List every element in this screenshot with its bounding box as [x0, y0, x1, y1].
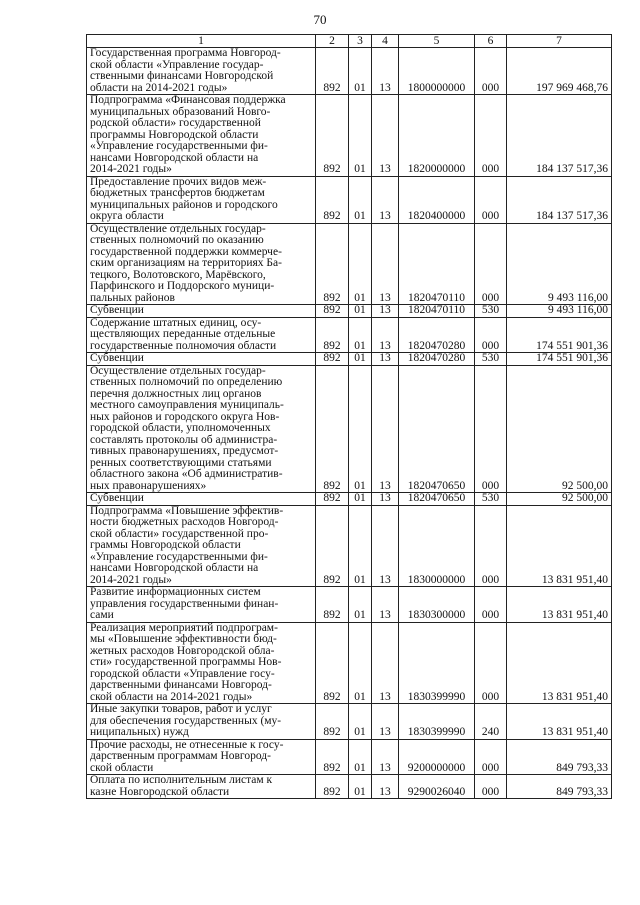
target-article-code: 1800000000: [399, 48, 475, 95]
expense-type-code: 240: [475, 704, 507, 740]
description-line: тецкого, Волотовского, Марёвского,: [90, 268, 266, 281]
description-line: управления государственными финан-: [90, 597, 279, 610]
row-description: [87, 505, 316, 587]
description-line: ской области на 2014-2021 годы»: [90, 690, 253, 703]
description-line: ных районов и городского округа Нов-: [90, 410, 280, 423]
target-article-code: 9200000000: [399, 739, 475, 775]
amount: 92 500,00: [507, 493, 612, 506]
section-code: 01: [349, 505, 372, 587]
header-row: [87, 35, 612, 48]
table-row: [87, 365, 612, 493]
ministry-code: 892: [316, 223, 349, 305]
header-col-5: 5: [399, 35, 475, 48]
description-line: родской области» государственной: [90, 117, 261, 129]
expense-type-code: 000: [475, 317, 507, 353]
ministry-code: 892: [316, 704, 349, 740]
section-code: 01: [349, 223, 372, 305]
row-description: [87, 704, 316, 740]
description-line: ским организациям на территориях Ба-: [90, 257, 282, 269]
ministry-code: 892: [316, 587, 349, 623]
target-article-code: 1820470280: [399, 317, 475, 353]
header-col-6: 6: [475, 35, 507, 48]
table-row: [87, 176, 612, 223]
section-code: 01: [349, 587, 372, 623]
description-line: Подпрограмма «Повышение эффектив-: [90, 504, 284, 517]
subsection-code: 13: [372, 95, 399, 177]
table-row: [87, 353, 612, 366]
subsection-code: 13: [372, 587, 399, 623]
ministry-code: 892: [316, 305, 349, 318]
table-row: [87, 95, 612, 177]
description-line: «Управление государственными фи-: [90, 550, 268, 563]
section-code: 01: [349, 176, 372, 223]
expense-type-code: 000: [475, 587, 507, 623]
table-row: [87, 48, 612, 95]
expense-type-code: 000: [475, 739, 507, 775]
description-line: сами: [90, 609, 114, 621]
description-line: бюджетных трансфертов бюджетам: [90, 187, 265, 199]
description-line: составлять протоколы об администра-: [90, 433, 278, 446]
ministry-code: 892: [316, 739, 349, 775]
amount: 13 831 951,40: [507, 587, 612, 623]
description-line: казне Новгородской области: [90, 785, 230, 798]
description-line: округа области: [90, 210, 164, 222]
table-row: [87, 493, 612, 506]
amount: 13 831 951,40: [507, 622, 612, 704]
amount: 13 831 951,40: [507, 704, 612, 740]
ministry-code: 892: [316, 365, 349, 493]
description-line: ственными финансами Новгородской: [90, 70, 274, 82]
table-row: [87, 704, 612, 740]
section-code: 01: [349, 365, 372, 493]
description-line: муниципальных районов и городского: [90, 198, 278, 211]
expense-type-code: 530: [475, 353, 507, 366]
section-code: 01: [349, 305, 372, 318]
expense-type-code: 000: [475, 365, 507, 493]
description-line: Содержание штатных единиц, осу-: [90, 316, 262, 329]
description-line: Иные закупки товаров, работ и услуг: [90, 703, 272, 715]
description-line: мы «Повышение эффективности бюд-: [90, 633, 277, 645]
description-line: Осуществление отдельных государ-: [90, 222, 266, 235]
description-line: ности бюджетных расходов Новгород-: [90, 516, 279, 528]
section-code: 01: [349, 493, 372, 506]
description-line: ных правонарушениях»: [90, 479, 207, 492]
row-description: [87, 95, 316, 177]
description-line: тивных правонарушениях, предусмот-: [90, 445, 279, 457]
row-description: [87, 48, 316, 95]
ministry-code: 892: [316, 493, 349, 506]
subsection-code: 13: [372, 704, 399, 740]
description-line: нансами Новгородской области на: [90, 562, 259, 574]
amount: 9 493 116,00: [507, 305, 612, 318]
expense-type-code: 000: [475, 95, 507, 177]
description-line: перечня должностных лиц органов: [90, 387, 262, 400]
table-body: [87, 48, 612, 799]
row-description: [87, 176, 316, 223]
description-line: ренных соответствующими статьями: [90, 456, 272, 469]
section-code: 01: [349, 775, 372, 799]
row-description: [87, 739, 316, 775]
subsection-code: 13: [372, 353, 399, 366]
target-article-code: 1820470650: [399, 365, 475, 493]
subsection-code: 13: [372, 223, 399, 305]
row-description: [87, 622, 316, 704]
table-row: [87, 223, 612, 305]
description-line: городской области «Управление госу-: [90, 667, 275, 680]
amount: 13 831 951,40: [507, 505, 612, 587]
row-description: [87, 493, 316, 506]
ministry-code: 892: [316, 48, 349, 95]
header-col-7: 7: [507, 35, 612, 48]
ministry-code: 892: [316, 176, 349, 223]
description-line: Прочие расходы, не отнесенные к госу-: [90, 738, 284, 751]
target-article-code: 1820470110: [399, 223, 475, 305]
target-article-code: 1830399990: [399, 704, 475, 740]
description-line: муниципальных образований Новго-: [90, 105, 271, 118]
ministry-code: 892: [316, 775, 349, 799]
expense-type-code: 000: [475, 622, 507, 704]
subsection-code: 13: [372, 622, 399, 704]
header-col-4: 4: [372, 35, 399, 48]
description-line: Субвенции: [90, 304, 144, 316]
section-code: 01: [349, 704, 372, 740]
description-line: дарственным программам Новгород-: [90, 750, 271, 762]
ministry-code: 892: [316, 353, 349, 366]
description-line: Развитие информационных систем: [90, 586, 261, 598]
subsection-code: 13: [372, 775, 399, 799]
description-line: Предоставление прочих видов меж-: [90, 175, 267, 188]
table-row: [87, 317, 612, 353]
description-line: области на 2014-2021 годы»: [90, 81, 228, 94]
description-line: государственные полномочия области: [90, 339, 277, 352]
expense-type-code: 000: [475, 775, 507, 799]
description-line: нансами Новгородской области на: [90, 151, 259, 164]
amount: 197 969 468,76: [507, 48, 612, 95]
description-line: ственных полномочий по оказанию: [90, 234, 264, 246]
table-row: [87, 305, 612, 318]
amount: 174 551 901,36: [507, 353, 612, 366]
amount: 184 137 517,36: [507, 176, 612, 223]
description-line: ственных полномочий по определению: [90, 376, 283, 388]
row-description: [87, 223, 316, 305]
table-row: [87, 505, 612, 587]
subsection-code: 13: [372, 365, 399, 493]
row-description: [87, 587, 316, 623]
target-article-code: 1820400000: [399, 176, 475, 223]
description-line: граммы Новгородской области: [90, 539, 241, 551]
ministry-code: 892: [316, 505, 349, 587]
section-code: 01: [349, 317, 372, 353]
description-line: Осуществление отдельных государ-: [90, 364, 266, 377]
amount: 184 137 517,36: [507, 95, 612, 177]
table-row: [87, 622, 612, 704]
description-line: 2014-2021 годы»: [90, 573, 172, 586]
row-description: [87, 317, 316, 353]
header-col-2: 2: [316, 35, 349, 48]
page-number: 70: [313, 12, 327, 27]
ministry-code: 892: [316, 95, 349, 177]
description-line: областного закона «Об административ-: [90, 468, 283, 480]
table-row: [87, 587, 612, 623]
expense-type-code: 000: [475, 176, 507, 223]
target-article-code: 1820470110: [399, 305, 475, 318]
expense-type-code: 000: [475, 505, 507, 587]
section-code: 01: [349, 739, 372, 775]
target-article-code: 1820000000: [399, 95, 475, 177]
row-description: [87, 353, 316, 366]
expense-type-code: 530: [475, 305, 507, 318]
row-description: [87, 365, 316, 493]
description-line: государственной поддержки коммерче-: [90, 245, 282, 258]
header-col-3: 3: [349, 35, 372, 48]
subsection-code: 13: [372, 505, 399, 587]
description-line: ществляющих переданные отдельные: [90, 328, 276, 340]
description-line: ниципальных) нужд: [90, 726, 189, 738]
amount: 849 793,33: [507, 739, 612, 775]
description-line: Подпрограмма «Финансовая поддержка: [90, 94, 286, 106]
table-row: [87, 775, 612, 799]
subsection-code: 13: [372, 739, 399, 775]
target-article-code: 1830000000: [399, 505, 475, 587]
description-line: Субвенции: [90, 492, 144, 504]
subsection-code: 13: [372, 493, 399, 506]
description-line: городской области, уполномоченных: [90, 422, 271, 434]
section-code: 01: [349, 95, 372, 177]
row-description: [87, 775, 316, 799]
amount: 92 500,00: [507, 365, 612, 493]
ministry-code: 892: [316, 622, 349, 704]
amount: 174 551 901,36: [507, 317, 612, 353]
header-col-1: 1: [87, 35, 316, 48]
description-line: программы Новгородской области: [90, 128, 259, 141]
description-line: сти» государственной программы Нов-: [90, 656, 282, 668]
expense-type-code: 000: [475, 48, 507, 95]
target-article-code: 1820470650: [399, 493, 475, 506]
subsection-code: 13: [372, 48, 399, 95]
description-line: «Управление государственными фи-: [90, 140, 268, 152]
section-code: 01: [349, 353, 372, 366]
target-article-code: 1830300000: [399, 587, 475, 623]
description-line: пальных районов: [90, 291, 175, 304]
description-line: Субвенции: [90, 352, 144, 364]
budget-table: [86, 34, 612, 799]
description-line: ской области «Управление государ-: [90, 58, 264, 71]
amount: 9 493 116,00: [507, 223, 612, 305]
description-line: жетных расходов Новгородской обла-: [90, 644, 275, 657]
ministry-code: 892: [316, 317, 349, 353]
section-code: 01: [349, 48, 372, 95]
target-article-code: 1820470280: [399, 353, 475, 366]
table-row: [87, 739, 612, 775]
row-description: [87, 305, 316, 318]
description-line: местного самоуправления муниципаль-: [90, 399, 284, 411]
target-article-code: 1830399990: [399, 622, 475, 704]
description-line: Парфинского и Поддорского муници-: [90, 280, 275, 292]
description-line: дарственными финансами Новгород-: [90, 679, 272, 691]
subsection-code: 13: [372, 176, 399, 223]
description-line: 2014-2021 годы»: [90, 163, 172, 175]
target-article-code: 9290026040: [399, 775, 475, 799]
subsection-code: 13: [372, 305, 399, 318]
expense-type-code: 000: [475, 223, 507, 305]
section-code: 01: [349, 622, 372, 704]
description-line: Государственная программа Новгород-: [90, 47, 281, 59]
description-line: для обеспечения государственных (му-: [90, 714, 282, 727]
subsection-code: 13: [372, 317, 399, 353]
description-line: ской области: [90, 761, 154, 774]
expense-type-code: 530: [475, 493, 507, 506]
amount: 849 793,33: [507, 775, 612, 799]
description-line: Реализация мероприятий подпрограм-: [90, 621, 278, 634]
description-line: ской области» государственной про-: [90, 527, 269, 540]
description-line: Оплата по исполнительным листам к: [90, 774, 273, 786]
